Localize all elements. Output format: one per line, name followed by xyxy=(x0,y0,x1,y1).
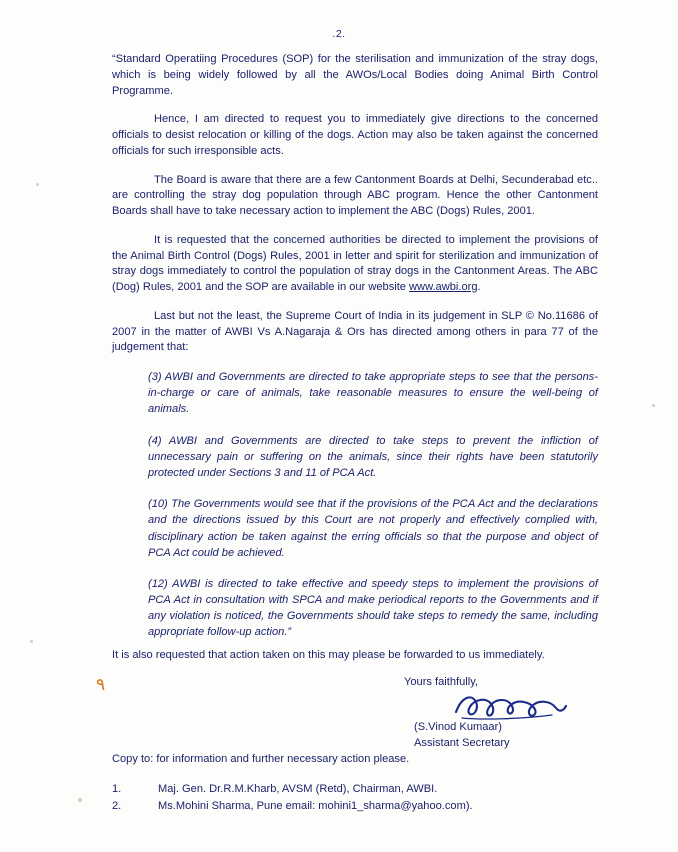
margin-annotation-mark: ٩ xyxy=(96,675,106,694)
list-item xyxy=(112,798,612,815)
paper-speck xyxy=(652,404,655,407)
list-item-number: 1. xyxy=(112,783,122,795)
quote-clause-10: (10) The Governments would see that if the provisions of the PCA Act and the declarations and the directions issued by this Court are not properly and effectively complied with, disciplinary action be taken against the erring officials so that the purpose and object of PCA Act could be achieved. xyxy=(148,498,598,559)
page-number: .2. xyxy=(332,28,346,40)
paper-speck xyxy=(36,183,39,186)
paragraph-4-text-after: . xyxy=(477,281,481,293)
copy-to-heading: Copy to: for information and further necessary action please. xyxy=(112,753,410,765)
paragraph-4 xyxy=(112,233,598,296)
paper-speck xyxy=(30,640,33,643)
quote-clause-3: (3) AWBI and Governments are directed to take appropriate steps to see that the persons-in-charge or care of animals, take reasonable measures to ensure the well-being of animals. xyxy=(148,371,598,416)
paragraph-1: “Standard Operatiing Procedures (SOP) for the sterilisation and immunization of the stray dogs, which is being widely followed by all the AWOs/Local Bodies doing Animal Birth Control Programme. xyxy=(112,53,598,97)
paragraph-5: Last but not the least, the Supreme Court of India in its judgement in SLP © No.11686 of 2007 in the matter of AWBI Vs A.Nagaraja & Ors has directed among others in para 77 of the judgement that: xyxy=(112,309,598,354)
list-item-text: Maj. Gen. Dr.R.M.Kharb, AVSM (Retd), Chairman, AWBI. xyxy=(158,783,438,795)
copy-to-list xyxy=(112,781,612,815)
list-item-number: 2. xyxy=(112,800,122,813)
awbi-website-link[interactable]: www.awbi.org xyxy=(409,281,478,293)
quote-clause-12: (12) AWBI is directed to take effective and speedy steps to implement the provisions of PCA Act in consultation with SPCA and make periodical reports to the Governments and if any violation is noticed, the Governments should take steps to remedy the same, including appropriate follow-up action.” xyxy=(148,577,598,639)
list-item-text: Ms.Mohini Sharma, Pune email: mohini1_sharma@yahoo.com). xyxy=(158,800,473,813)
list-item xyxy=(112,781,612,798)
paragraph-2: Hence, I am directed to request you to immediately give directions to the concerned officials to desist relocation or killing of the dogs. Action may also be taken against the concerned officials for such irresponsible acts. xyxy=(112,113,598,157)
signatory-name: (S.Vinod Kumaar) xyxy=(414,720,502,733)
paragraph-3: The Board is aware that there are a few Cantonment Boards at Delhi, Secunderabad etc.. are controlling the stray dog population through ABC program. Hence the other Cantonment Boards shall have to take necessary action to implement the ABC (Dogs) Rules, 2001. xyxy=(112,173,598,217)
signatory-designation: Assistant Secretary xyxy=(414,737,510,750)
quote-clause-4: (4) AWBI and Governments are directed to take steps to prevent the infliction of unnecessary pain or suffering on the animals, since their rights have been statutorily protected under Sections 3 and 11 of PCA Act. xyxy=(148,434,598,479)
closing-request: It is also requested that action taken on this may please be forwarded to us immediately. xyxy=(112,649,545,661)
paragraph-4-text: It is requested that the concerned authorities be directed to implement the provisions of the Animal Birth Control (Dogs) Rules, 2001 in letter and spirit for sterilization and immunization of stray dogs immediately to control the population of stray dogs in the Cantonment Areas. The ABC (Dog) Rules, 2001 and the SOP are available in our website xyxy=(112,233,598,293)
valediction: Yours faithfully, xyxy=(404,676,478,688)
paper-speck xyxy=(78,798,82,802)
signoff-block xyxy=(404,674,614,752)
document-body xyxy=(112,52,598,656)
